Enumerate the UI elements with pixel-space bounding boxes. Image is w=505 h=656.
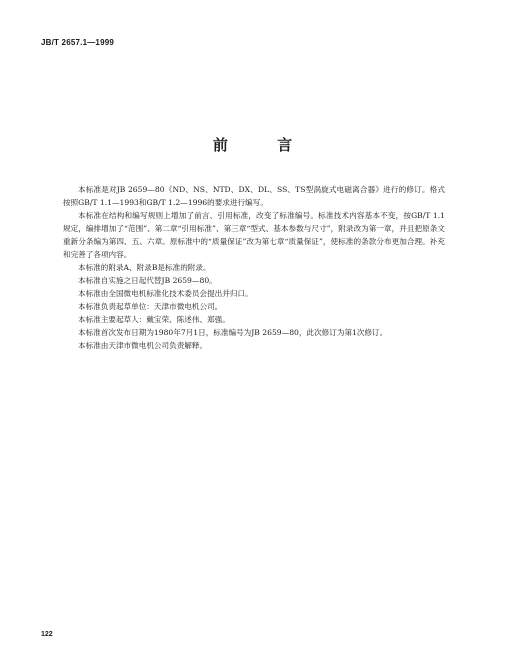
- paragraph-first-issued: 本标准首次发布日期为1980年7月1日，标准编号为JB 2659—80，此次修订为第1次修订。: [78, 328, 388, 337]
- paragraph-revision: 本标准是对JB 2659—80《ND、NS、NTD、DX、DL、SS、TS型涡旋式电磁离合器》进行的修订。格式按照GB/T 1.1—1993和GB/T 1.2—1996的要求进行编写。: [63, 185, 445, 207]
- paragraph-drafters: 本标准主要起草人：戴宝荣、陈述伟、郑强。: [78, 315, 230, 324]
- page-number: 122: [41, 631, 53, 638]
- paragraph-changes: 本标准在结构和编写规则上增加了前言、引用标准，改变了标准编号。标准技术内容基本不变，按GB/T 1.1规定，编排增加了“范围”、第二章“引用标准”、第三章“型式、基本参数与尺寸”，附录改为第一章，并且把原条文重新分条编为第四、五、六章。原标准中的“质量保证”改为第七章“质量保证”，使标准的条款分布更加合理。补充和完善了各项内容。: [63, 211, 445, 259]
- standard-number-header: JB/T 2657.1—1999: [41, 38, 115, 47]
- paragraph-interpretation: 本标准由天津市微电机公司负责解释。: [78, 341, 208, 350]
- foreword-body: [63, 183, 445, 352]
- paragraph-proposed-by: 本标准由全国微电机标准化技术委员会提出并归口。: [78, 289, 253, 298]
- paragraph-drafting-unit: 本标准负责起草单位：天津市微电机公司。: [78, 302, 223, 311]
- paragraph-appendix: 本标准的附录A、附录B是标准的附录。: [78, 263, 211, 272]
- paragraph-replaces: 本标准自实施之日起代替JB 2659—80。: [78, 276, 217, 285]
- page-title: 前 言: [212, 136, 315, 154]
